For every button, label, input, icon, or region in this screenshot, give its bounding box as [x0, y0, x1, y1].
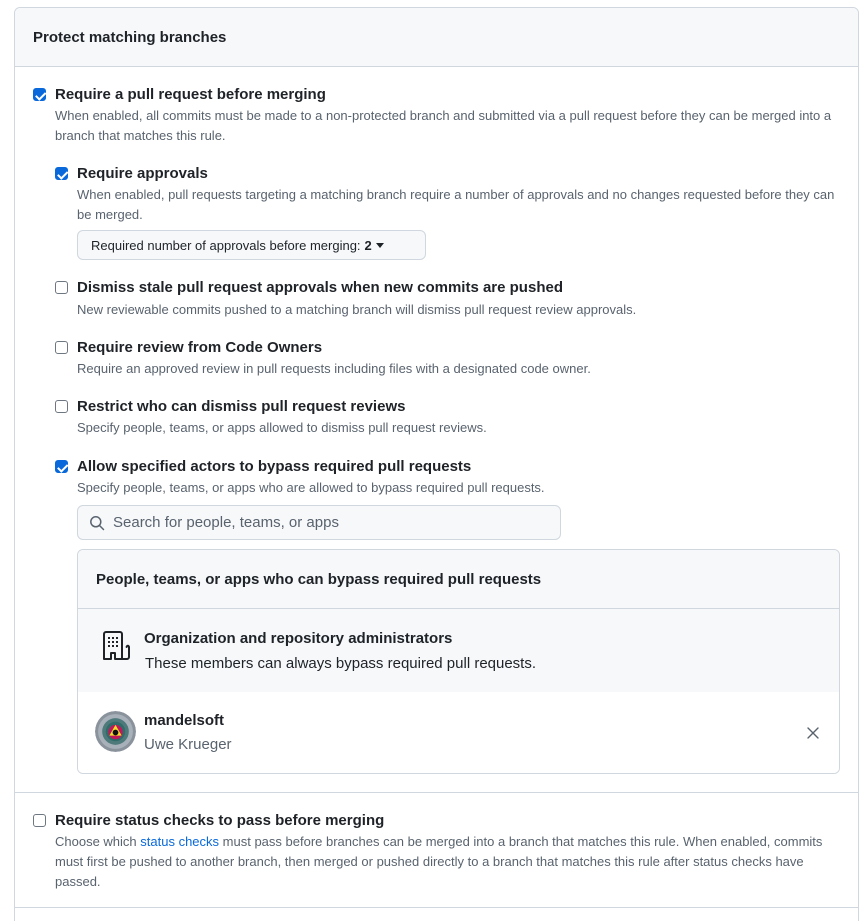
status-checks-desc-start: Choose which: [55, 834, 141, 849]
bypass-description: Specify people, teams, or apps who are allowed to bypass required pull requests.: [77, 480, 545, 495]
caret-down-icon: [376, 243, 384, 248]
status-checks-label[interactable]: Require status checks to pass before merging: [55, 812, 385, 829]
status-checks-section: [15, 793, 858, 908]
protect-branches-panel: [14, 7, 859, 921]
panel-title: Protect matching branches: [15, 8, 858, 67]
status-checks-link[interactable]: status checks: [140, 834, 220, 849]
x-icon: [807, 727, 819, 739]
require-pr-description: When enabled, all commits must be made to a non-protected branch and submitted via a pull request before they can be merged into a branch that matches this rule.: [55, 108, 832, 143]
code-owners-label[interactable]: Require review from Code Owners: [77, 339, 323, 356]
status-checks-description: [55, 832, 845, 892]
bypass-label[interactable]: Allow specified actors to bypass required pull requests: [77, 458, 472, 475]
bypass-search-input[interactable]: [113, 514, 560, 531]
dismiss-stale-description: New reviewable commits pushed to a matching branch will dismiss pull request review approvals.: [77, 302, 637, 317]
approvals-dropdown-label: Required number of approvals before merging:: [91, 237, 361, 253]
search-icon: [89, 515, 105, 531]
actor-row: [78, 692, 839, 774]
restrict-dismiss-label[interactable]: Restrict who can dismiss pull request reviews: [77, 398, 406, 415]
admins-row: [78, 609, 839, 692]
bypass-search-field[interactable]: [77, 505, 561, 540]
organization-icon: [100, 629, 132, 661]
bypass-actors-list: [77, 549, 840, 774]
bypass-list-title: People, teams, or apps who can bypass required pull requests: [78, 550, 839, 609]
code-owners-checkbox[interactable]: [55, 341, 68, 354]
actor-login[interactable]: mandelsoft: [144, 712, 225, 729]
status-checks-desc-end: must pass before branches can be merged into a branch that matches this rule. When enabled, commits must first be pushed to another branch, then merged or pushed directly to a branch that matches this rule after status checks have passed.: [55, 834, 823, 889]
require-approvals-description: When enabled, pull requests targeting a matching branch require a number of approvals and no changes requested before they can be merged.: [77, 187, 835, 222]
admins-title: Organization and repository administrators: [144, 630, 453, 647]
dismiss-stale-label[interactable]: Dismiss stale pull request approvals when new commits are pushed: [77, 279, 563, 296]
require-pr-label[interactable]: Require a pull request before merging: [55, 86, 326, 103]
actor-name: Uwe Krueger: [144, 736, 232, 753]
approvals-dropdown-value: 2: [364, 237, 372, 253]
code-owners-description: Require an approved review in pull requests including files with a designated code owner.: [77, 361, 591, 376]
restrict-dismiss-checkbox[interactable]: [55, 400, 68, 413]
fractal-avatar: [95, 711, 136, 752]
pull-request-section: [15, 67, 858, 793]
restrict-dismiss-description: Specify people, teams, or apps allowed to dismiss pull request reviews.: [77, 420, 487, 435]
bypass-checkbox[interactable]: [55, 460, 68, 473]
approvals-count-dropdown[interactable]: [77, 230, 426, 260]
status-checks-checkbox[interactable]: [33, 814, 46, 827]
require-approvals-checkbox[interactable]: [55, 167, 68, 180]
dismiss-stale-checkbox[interactable]: [55, 281, 68, 294]
admins-description: These members can always bypass required pull requests.: [145, 655, 537, 672]
require-pr-checkbox[interactable]: [33, 88, 46, 101]
remove-actor-button[interactable]: [803, 723, 823, 743]
require-approvals-label[interactable]: Require approvals: [77, 165, 208, 182]
